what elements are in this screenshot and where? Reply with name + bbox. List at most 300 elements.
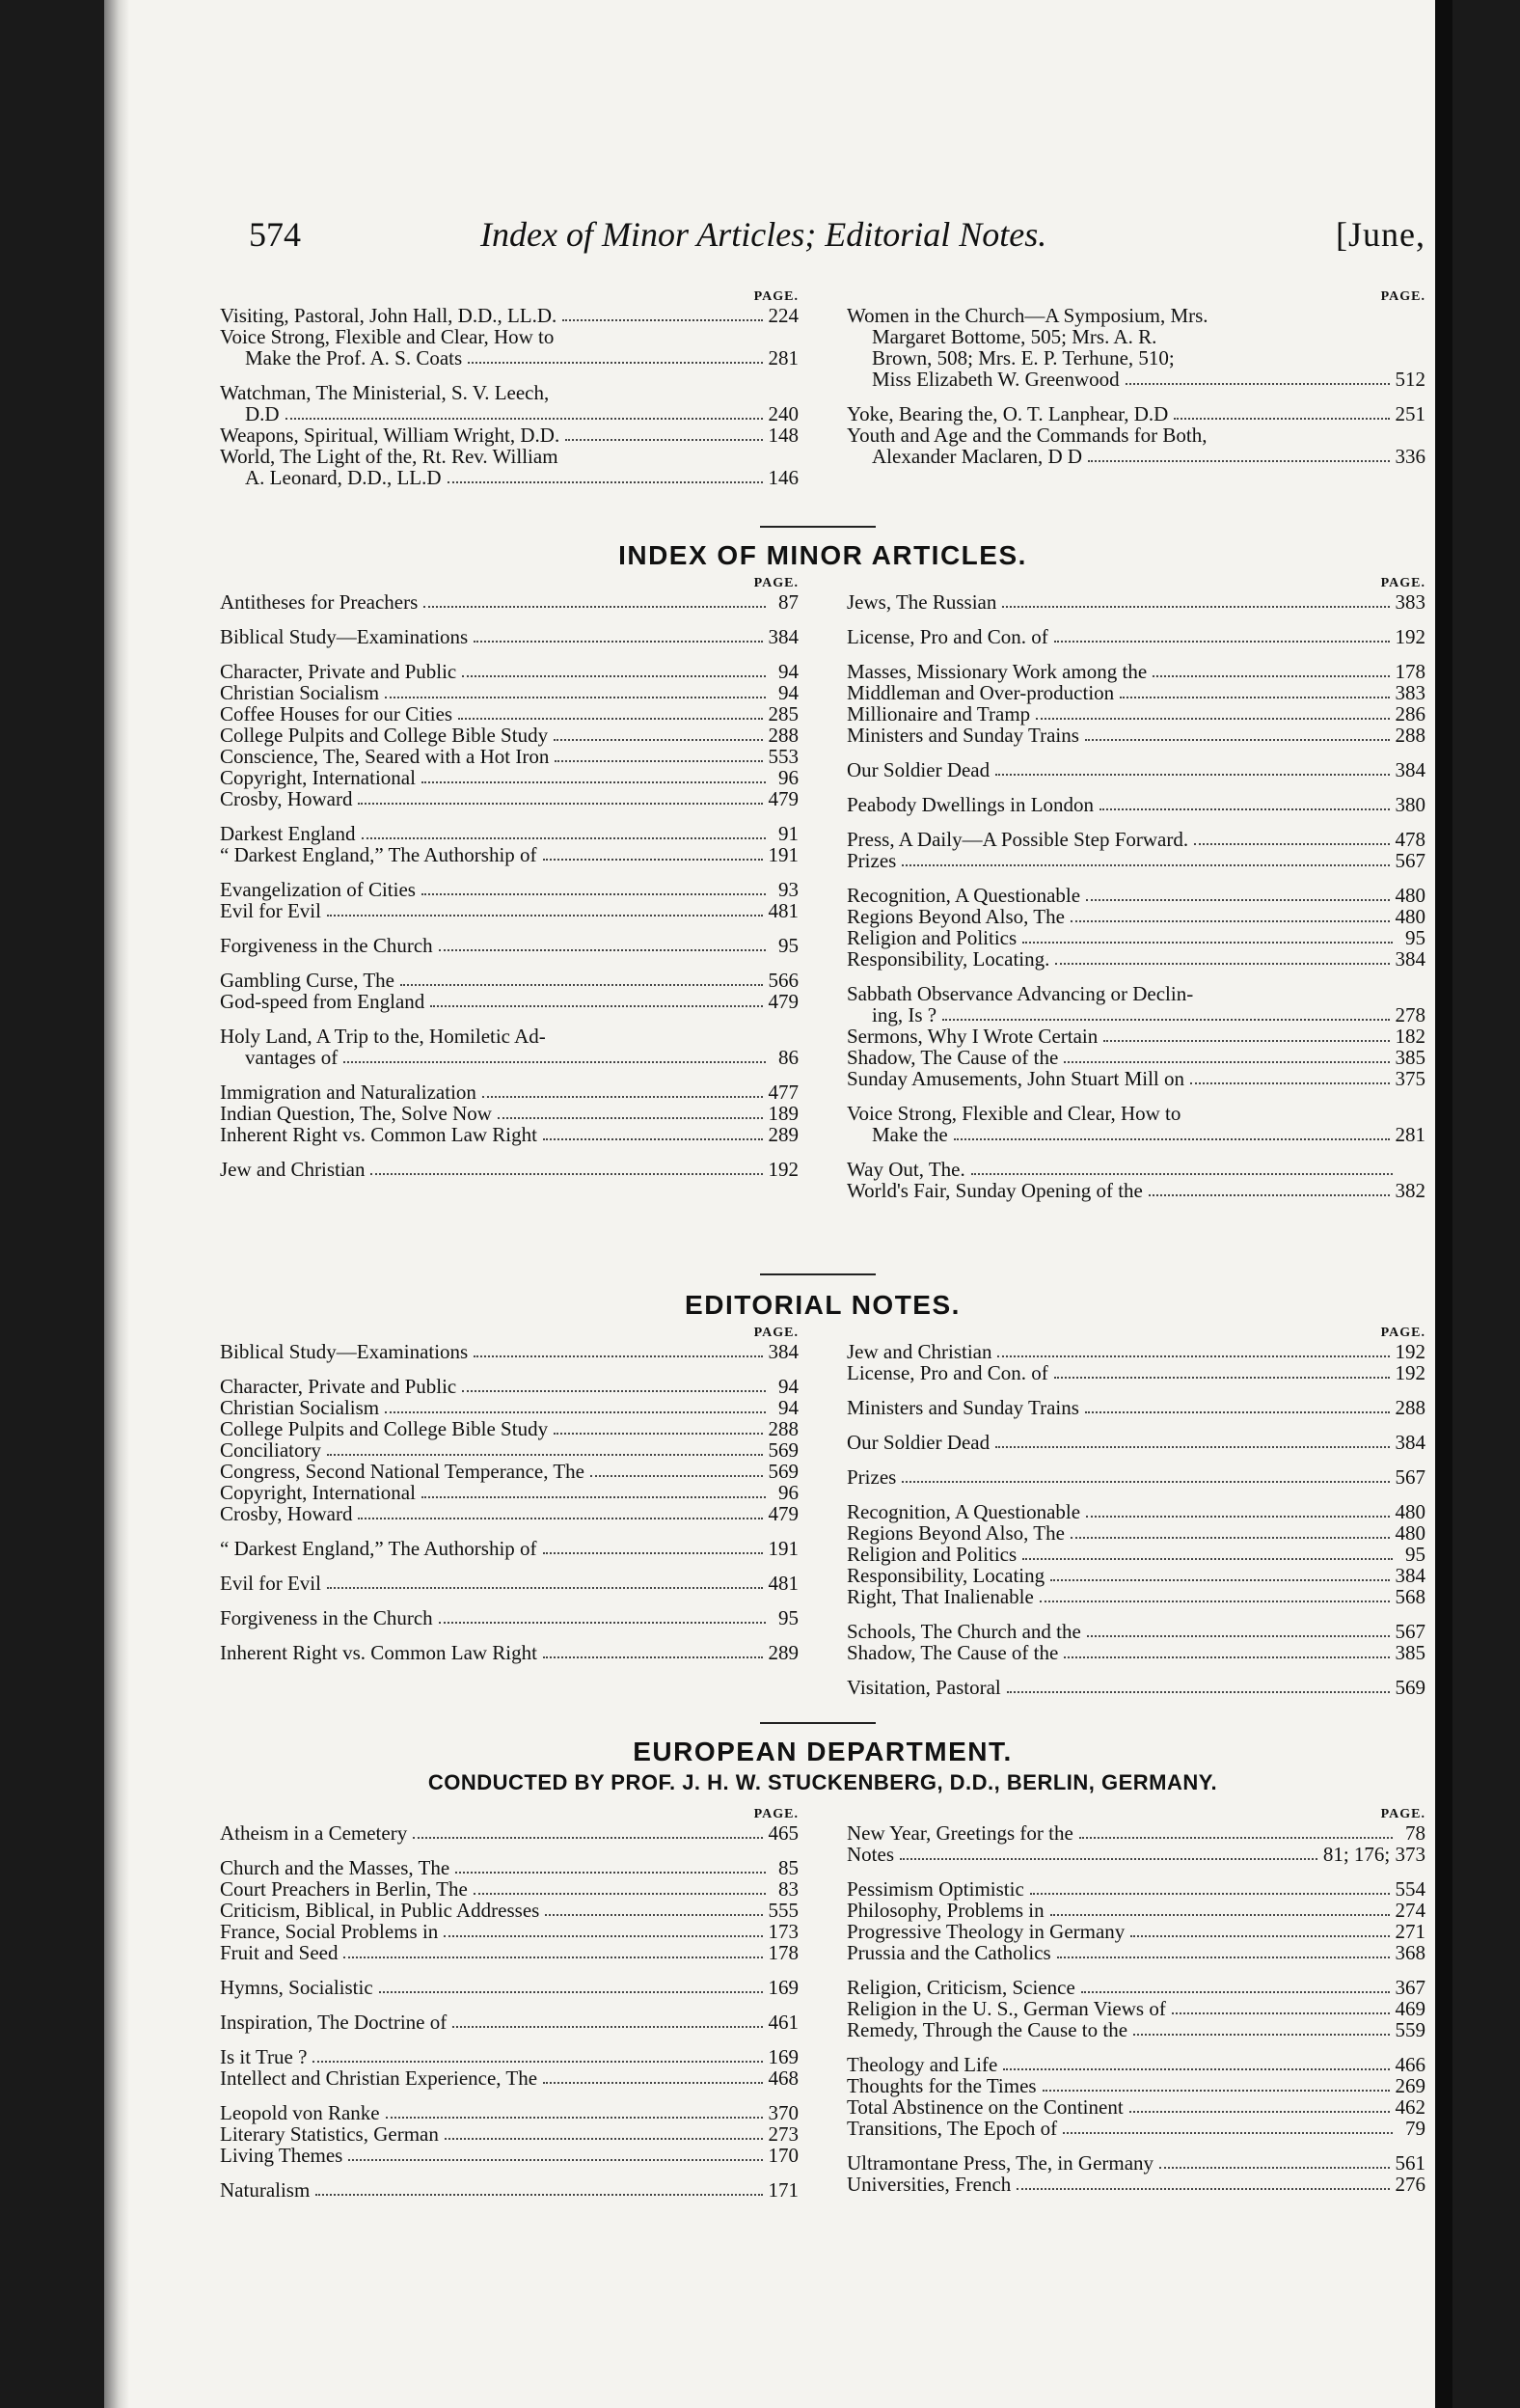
entry-page-number: 384 — [1395, 1431, 1425, 1454]
entry-title: Antitheses for Preachers — [220, 590, 419, 614]
index-entry — [220, 591, 799, 613]
entry-page-number: 478 — [1395, 828, 1425, 851]
dot-leader — [413, 1837, 762, 1839]
entry-page-number: 384 — [1395, 758, 1425, 781]
dot-leader — [562, 319, 762, 321]
dot-leader — [1063, 2132, 1393, 2134]
entry-page-number: 367 — [1395, 1976, 1425, 1999]
entry-title: Margaret Bottome, 505; Mrs. A. R. — [872, 325, 1157, 348]
entry-page-number: 336 — [1395, 445, 1425, 468]
entry-title: Sabbath Observance Advancing or Declin- — [847, 982, 1194, 1005]
page-column-label: PAGE. — [753, 289, 799, 304]
page-title: Index of Minor Articles; Editorial Notes. — [480, 215, 1047, 254]
dot-leader — [1071, 1537, 1390, 1539]
entry-title: Progressive Theology in Germany — [847, 1920, 1126, 1943]
page-gutter-shadow — [104, 0, 129, 2408]
entry-page-number: 79 — [1405, 2117, 1425, 2140]
dot-leader — [312, 2061, 762, 2063]
entry-title: Character, Private and Public — [220, 1375, 457, 1398]
entry-page-number: 288 — [1395, 724, 1425, 747]
index-entry — [220, 970, 799, 991]
index-entry — [847, 1159, 1425, 1180]
index-entry — [220, 2011, 799, 2033]
entry-title: Ministers and Sunday Trains — [847, 1396, 1079, 1419]
dot-leader — [1007, 1691, 1390, 1693]
index-entry — [847, 948, 1425, 970]
dot-leader — [1036, 718, 1389, 720]
entry-page-number: 94 — [778, 681, 799, 704]
entry-title: Peabody Dwellings in London — [847, 793, 1095, 816]
entry-page-number: 465 — [768, 1821, 799, 1845]
index-column-left — [220, 576, 799, 1201]
entry-page-number: 462 — [1395, 2095, 1425, 2119]
index-column-left — [220, 289, 799, 488]
index-entry — [847, 1878, 1425, 1900]
page-column-label: PAGE. — [1380, 1326, 1425, 1340]
section-rule — [760, 1273, 876, 1275]
entry-page-number: 83 — [778, 1877, 799, 1901]
index-entry — [220, 2145, 799, 2166]
entry-title: Atheism in a Cemetery — [220, 1821, 408, 1845]
entry-page-number: 281 — [768, 346, 799, 369]
index-entry — [220, 1103, 799, 1124]
index-entry — [847, 1621, 1425, 1642]
entry-title: Religion and Politics — [847, 1543, 1018, 1566]
index-entry — [220, 1081, 799, 1103]
entry-page-number: 481 — [768, 899, 799, 922]
index-entry — [220, 1857, 799, 1878]
dot-leader — [430, 1005, 762, 1007]
entry-page-number: 477 — [768, 1081, 799, 1104]
entry-title: Miss Elizabeth W. Greenwood — [872, 368, 1120, 391]
dot-leader — [327, 1454, 763, 1456]
entry-page-number: 370 — [768, 2101, 799, 2124]
dot-leader — [1043, 2090, 1390, 2092]
entry-title: Copyright, International — [220, 1481, 416, 1504]
dot-leader — [1064, 1061, 1389, 1063]
entry-page-number: 182 — [1395, 1025, 1425, 1048]
index-entry — [220, 446, 799, 488]
dot-leader — [285, 418, 763, 420]
dot-leader — [1055, 963, 1389, 965]
index-entry — [847, 2019, 1425, 2040]
entry-page-number: 192 — [1395, 625, 1425, 648]
index-entry — [220, 788, 799, 809]
entry-title: Make the — [872, 1123, 948, 1146]
dot-leader — [343, 1956, 762, 1958]
index-entry — [220, 991, 799, 1012]
entry-page-number: 559 — [1395, 2018, 1425, 2041]
dot-leader — [462, 675, 766, 677]
entry-page-number: 466 — [1395, 2053, 1425, 2076]
dot-leader — [1057, 1956, 1390, 1958]
index-entry — [220, 2179, 799, 2201]
section-heading: EUROPEAN DEPARTMENT. — [633, 1737, 1013, 1766]
index-entry — [847, 1522, 1425, 1544]
entry-title: Church and the Masses, The — [220, 1856, 450, 1879]
dot-leader — [458, 718, 762, 720]
entry-page-number: 191 — [768, 843, 799, 866]
entry-title: Brown, 508; Mrs. E. P. Terhune, 510; — [872, 346, 1175, 369]
entry-title: Immigration and Naturalization — [220, 1081, 476, 1104]
entry-title: Way Out, The. — [847, 1158, 965, 1181]
index-entry — [847, 1103, 1425, 1145]
section-rule — [760, 526, 876, 528]
index-entry — [220, 1341, 799, 1362]
european-department-section — [220, 1737, 1425, 2202]
entry-title: Millionaire and Tramp — [847, 702, 1031, 725]
entry-title: Forgiveness in the Church — [220, 934, 433, 957]
dot-leader — [445, 2138, 763, 2140]
index-entry — [220, 703, 799, 725]
section-heading: INDEX OF MINOR ARTICLES. — [618, 540, 1027, 570]
dot-leader — [1129, 2111, 1390, 2113]
entry-page-number: 251 — [1395, 402, 1425, 425]
dot-leader — [902, 864, 1389, 866]
entry-title: Gambling Curse, The — [220, 969, 395, 992]
index-entry — [220, 725, 799, 746]
entry-page-number: 78 — [1405, 1821, 1425, 1845]
index-entry — [220, 1439, 799, 1461]
entry-page-number: 385 — [1395, 1046, 1425, 1069]
index-entry — [220, 326, 799, 369]
dot-leader — [1086, 1516, 1389, 1518]
entry-page-number: 271 — [1395, 1920, 1425, 1943]
index-entry — [220, 661, 799, 682]
index-entry — [220, 1942, 799, 1963]
dot-leader — [348, 2159, 762, 2161]
index-entry — [847, 2096, 1425, 2118]
dot-leader — [1120, 697, 1389, 698]
entry-page-number: 480 — [1395, 884, 1425, 907]
index-entry — [847, 850, 1425, 871]
index-entry — [847, 305, 1425, 390]
entry-title: Forgiveness in the Church — [220, 1606, 433, 1629]
dot-leader — [1133, 2034, 1389, 2036]
scan-edge — [1435, 0, 1452, 2408]
index-entry — [847, 2075, 1425, 2096]
dot-leader — [455, 1872, 766, 1874]
entry-title: Evangelization of Cities — [220, 878, 416, 901]
entry-title: Conciliatory — [220, 1438, 321, 1462]
dot-leader — [358, 1518, 762, 1519]
entry-page-number: 286 — [1395, 702, 1425, 725]
dot-leader — [474, 1893, 766, 1895]
index-entry — [220, 1822, 799, 1844]
index-entry — [847, 2118, 1425, 2139]
index-entry — [847, 1677, 1425, 1698]
index-entry — [847, 1068, 1425, 1089]
index-entry — [847, 927, 1425, 948]
index-entry — [220, 823, 799, 844]
entry-title: A. Leonard, D.D., LL.D — [245, 466, 442, 489]
entry-page-number: 368 — [1395, 1941, 1425, 1964]
dot-leader — [423, 606, 766, 608]
entry-title: Universities, French — [847, 2173, 1012, 2196]
dot-leader — [343, 1061, 766, 1063]
index-entry — [220, 2067, 799, 2089]
entry-page-number: 178 — [1395, 660, 1425, 683]
index-entry — [847, 2174, 1425, 2195]
entry-page-number: 171 — [768, 2178, 799, 2202]
index-entry — [847, 424, 1425, 467]
index-entry — [220, 1376, 799, 1397]
entry-page-number: 383 — [1395, 681, 1425, 704]
entry-title: Yoke, Bearing the, O. T. Lanphear, D.D — [847, 402, 1169, 425]
entry-title: ing, Is ? — [872, 1003, 937, 1026]
index-entry — [847, 1397, 1425, 1418]
dot-leader — [474, 1355, 762, 1357]
entry-page-number: 169 — [768, 1976, 799, 1999]
entry-page-number: 384 — [768, 1340, 799, 1363]
entry-title: Inherent Right vs. Common Law Right — [220, 1641, 537, 1664]
running-head — [249, 214, 1425, 272]
entry-title: Christian Socialism — [220, 681, 380, 704]
dot-leader — [385, 1411, 766, 1413]
index-entry — [220, 682, 799, 703]
dot-leader — [1153, 675, 1389, 677]
entry-page-number: 383 — [1395, 590, 1425, 614]
entry-title: Congress, Second National Temperance, The — [220, 1460, 584, 1483]
entry-title: Thoughts for the Times — [847, 2074, 1037, 2097]
entry-page-number: 479 — [768, 787, 799, 810]
index-entry — [220, 900, 799, 921]
dot-leader — [1103, 1040, 1389, 1042]
dot-leader — [468, 362, 762, 364]
entry-title: Living Themes — [220, 2144, 343, 2167]
index-entry — [847, 983, 1425, 1026]
entry-page-number: 91 — [778, 822, 799, 845]
entry-title: Darkest England — [220, 822, 356, 845]
dot-leader — [1159, 2167, 1389, 2169]
entry-title: Watchman, The Ministerial, S. V. Leech, — [220, 381, 550, 404]
entry-title: vantages of — [245, 1046, 339, 1069]
entry-title: Weapons, Spiritual, William Wright, D.D. — [220, 424, 560, 447]
index-entry — [220, 1900, 799, 1921]
dot-leader — [954, 1138, 1390, 1140]
entry-title: Alexander Maclaren, D D — [872, 445, 1083, 468]
dot-leader — [327, 915, 763, 917]
entry-title: License, Pro and Con. of — [847, 1361, 1048, 1384]
dot-leader — [315, 2194, 762, 2196]
entry-page-number: 95 — [1405, 1543, 1425, 1566]
index-entry — [847, 591, 1425, 613]
entry-title: Women in the Church—A Symposium, Mrs. — [847, 304, 1208, 327]
index-entry — [847, 2152, 1425, 2174]
entry-page-number: 384 — [1395, 1564, 1425, 1587]
dot-leader — [900, 1858, 1317, 1860]
dot-leader — [439, 1622, 766, 1624]
entry-page-number: 469 — [1395, 1997, 1425, 2020]
dot-leader — [1022, 1558, 1393, 1560]
index-entry — [220, 1026, 799, 1068]
index-entry — [220, 1461, 799, 1482]
index-entry — [847, 759, 1425, 780]
index-column-right — [847, 576, 1425, 1201]
index-column-right — [847, 1807, 1425, 2201]
index-entry — [847, 1466, 1425, 1488]
index-entry — [220, 1642, 799, 1663]
entry-page-number: 278 — [1395, 1003, 1425, 1026]
dot-leader — [1126, 383, 1390, 385]
index-entry — [847, 725, 1425, 746]
index-entry — [847, 1942, 1425, 1963]
index-entry — [847, 403, 1425, 424]
entry-page-number: 553 — [768, 745, 799, 768]
entry-title: Regions Beyond Also, The — [847, 1521, 1065, 1545]
dot-leader — [444, 1935, 762, 1937]
index-column-left — [220, 1326, 799, 1698]
page-number: 574 — [249, 215, 301, 254]
entry-title: Press, A Daily—A Possible Step Forward. — [847, 828, 1189, 851]
section-heading: EDITORIAL NOTES. — [685, 1290, 961, 1320]
entry-page-number: 567 — [1395, 849, 1425, 872]
entry-title: “ Darkest England,” The Authorship of — [220, 843, 537, 866]
page-column-label: PAGE. — [753, 1326, 799, 1340]
dot-leader — [554, 739, 762, 741]
entry-title: Recognition, A Questionable — [847, 884, 1081, 907]
dot-leader — [543, 1552, 763, 1554]
dot-leader — [385, 697, 766, 698]
dot-leader — [1130, 1935, 1389, 1937]
dot-leader — [1172, 2012, 1390, 2014]
entry-title: Remedy, Through the Cause to the — [847, 2018, 1128, 2041]
entry-page-number: 192 — [1395, 1361, 1425, 1384]
entry-page-number: 567 — [1395, 1465, 1425, 1489]
entry-title: Evil for Evil — [220, 899, 321, 922]
entry-page-number: 274 — [1395, 1899, 1425, 1922]
dot-leader — [1079, 1837, 1393, 1839]
entry-title: Prussia and the Catholics — [847, 1941, 1051, 1964]
dot-leader — [1022, 942, 1393, 944]
entry-page-number: 569 — [1395, 1676, 1425, 1699]
dot-leader — [1050, 1579, 1389, 1581]
dot-leader — [545, 1914, 762, 1916]
entry-page-number: 555 — [768, 1899, 799, 1922]
page-column-label: PAGE. — [1380, 576, 1425, 590]
entry-title: Our Soldier Dead — [847, 1431, 991, 1454]
entry-page-number: 81; 176; 373 — [1322, 1843, 1425, 1866]
index-entry — [220, 2102, 799, 2123]
minor-articles-section — [220, 540, 1425, 1202]
dot-leader — [942, 1019, 1389, 1021]
index-entry — [847, 2054, 1425, 2075]
entry-title: Visitation, Pastoral — [847, 1676, 1001, 1699]
index-entry — [847, 1977, 1425, 1998]
entry-title: Fruit and Seed — [220, 1941, 339, 1964]
entry-title: Middleman and Over-production — [847, 681, 1115, 704]
dot-leader — [1085, 739, 1390, 741]
entry-title: Copyright, International — [220, 766, 416, 789]
entry-title: France, Social Problems in — [220, 1920, 439, 1943]
index-entry — [847, 682, 1425, 703]
index-column-right — [847, 1326, 1425, 1698]
dot-leader — [565, 439, 762, 441]
dot-leader — [1174, 418, 1389, 420]
index-entry — [220, 1482, 799, 1503]
dot-leader — [1149, 1194, 1390, 1196]
entry-page-number: 384 — [1395, 947, 1425, 971]
dot-leader — [421, 893, 766, 895]
entry-page-number: 479 — [768, 1502, 799, 1525]
index-entry — [220, 746, 799, 767]
entry-title: Sunday Amusements, John Stuart Mill on — [847, 1067, 1185, 1090]
entry-page-number: 224 — [768, 304, 799, 327]
entry-title: Court Preachers in Berlin, The — [220, 1877, 468, 1901]
entry-page-number: 170 — [768, 2144, 799, 2167]
entry-title: Prizes — [847, 1465, 897, 1489]
entry-page-number: 375 — [1395, 1067, 1425, 1090]
index-entry — [847, 1900, 1425, 1921]
index-entry — [847, 1844, 1425, 1865]
entry-page-number: 273 — [768, 2122, 799, 2146]
entry-title: Biblical Study—Examinations — [220, 625, 469, 648]
dot-leader — [1050, 1914, 1390, 1916]
entry-title: Philosophy, Problems in — [847, 1899, 1045, 1922]
dot-leader — [902, 1481, 1389, 1483]
entry-page-number: 173 — [768, 1920, 799, 1943]
index-entry — [220, 382, 799, 424]
entry-page-number: 566 — [768, 969, 799, 992]
index-entry — [847, 1544, 1425, 1565]
dot-leader — [386, 2117, 763, 2119]
entry-title: Schools, The Church and the — [847, 1620, 1081, 1643]
entry-page-number: 569 — [768, 1438, 799, 1462]
entry-title: Indian Question, The, Solve Now — [220, 1102, 492, 1125]
dot-leader — [448, 481, 763, 483]
entry-page-number: 461 — [768, 2011, 799, 2034]
page-column-label: PAGE. — [753, 576, 799, 590]
dot-leader — [1190, 1082, 1389, 1084]
dot-leader — [1194, 843, 1389, 845]
entry-title: Make the Prof. A. S. Coats — [245, 346, 463, 369]
entry-title: New Year, Greetings for the — [847, 1821, 1073, 1845]
entry-title: D.D — [245, 402, 280, 425]
dot-leader — [1064, 1656, 1389, 1658]
entry-page-number: 561 — [1395, 2151, 1425, 2175]
index-entry — [847, 906, 1425, 927]
entry-title: Religion and Politics — [847, 926, 1018, 949]
index-entry — [220, 1397, 799, 1418]
index-entry — [220, 1538, 799, 1559]
index-entry — [847, 1047, 1425, 1068]
index-column-left — [220, 1807, 799, 2201]
index-entry — [220, 935, 799, 956]
entry-title: Naturalism — [220, 2178, 311, 2202]
entry-page-number: 191 — [768, 1537, 799, 1560]
entry-page-number: 146 — [768, 466, 799, 489]
entry-title: Character, Private and Public — [220, 660, 457, 683]
index-entry — [220, 2123, 799, 2145]
book-page — [104, 0, 1452, 2408]
dot-leader — [474, 641, 762, 643]
entry-page-number: 479 — [768, 990, 799, 1013]
index-entry — [847, 885, 1425, 906]
top-index-section — [220, 289, 1425, 488]
dot-leader — [1054, 1377, 1390, 1379]
entry-title: College Pulpits and College Bible Study — [220, 724, 549, 747]
entry-title: Coffee Houses for our Cities — [220, 702, 453, 725]
dot-leader — [1088, 460, 1389, 462]
entry-title: Jew and Christian — [220, 1158, 366, 1181]
dot-leader — [543, 1138, 763, 1140]
entry-page-number: 567 — [1395, 1620, 1425, 1643]
entry-page-number: 481 — [768, 1572, 799, 1595]
entry-title: College Pulpits and College Bible Study — [220, 1417, 549, 1440]
dot-leader — [421, 1496, 766, 1498]
entry-title: Holy Land, A Trip to the, Homiletic Ad- — [220, 1025, 546, 1048]
entry-title: Transitions, The Epoch of — [847, 2117, 1058, 2140]
